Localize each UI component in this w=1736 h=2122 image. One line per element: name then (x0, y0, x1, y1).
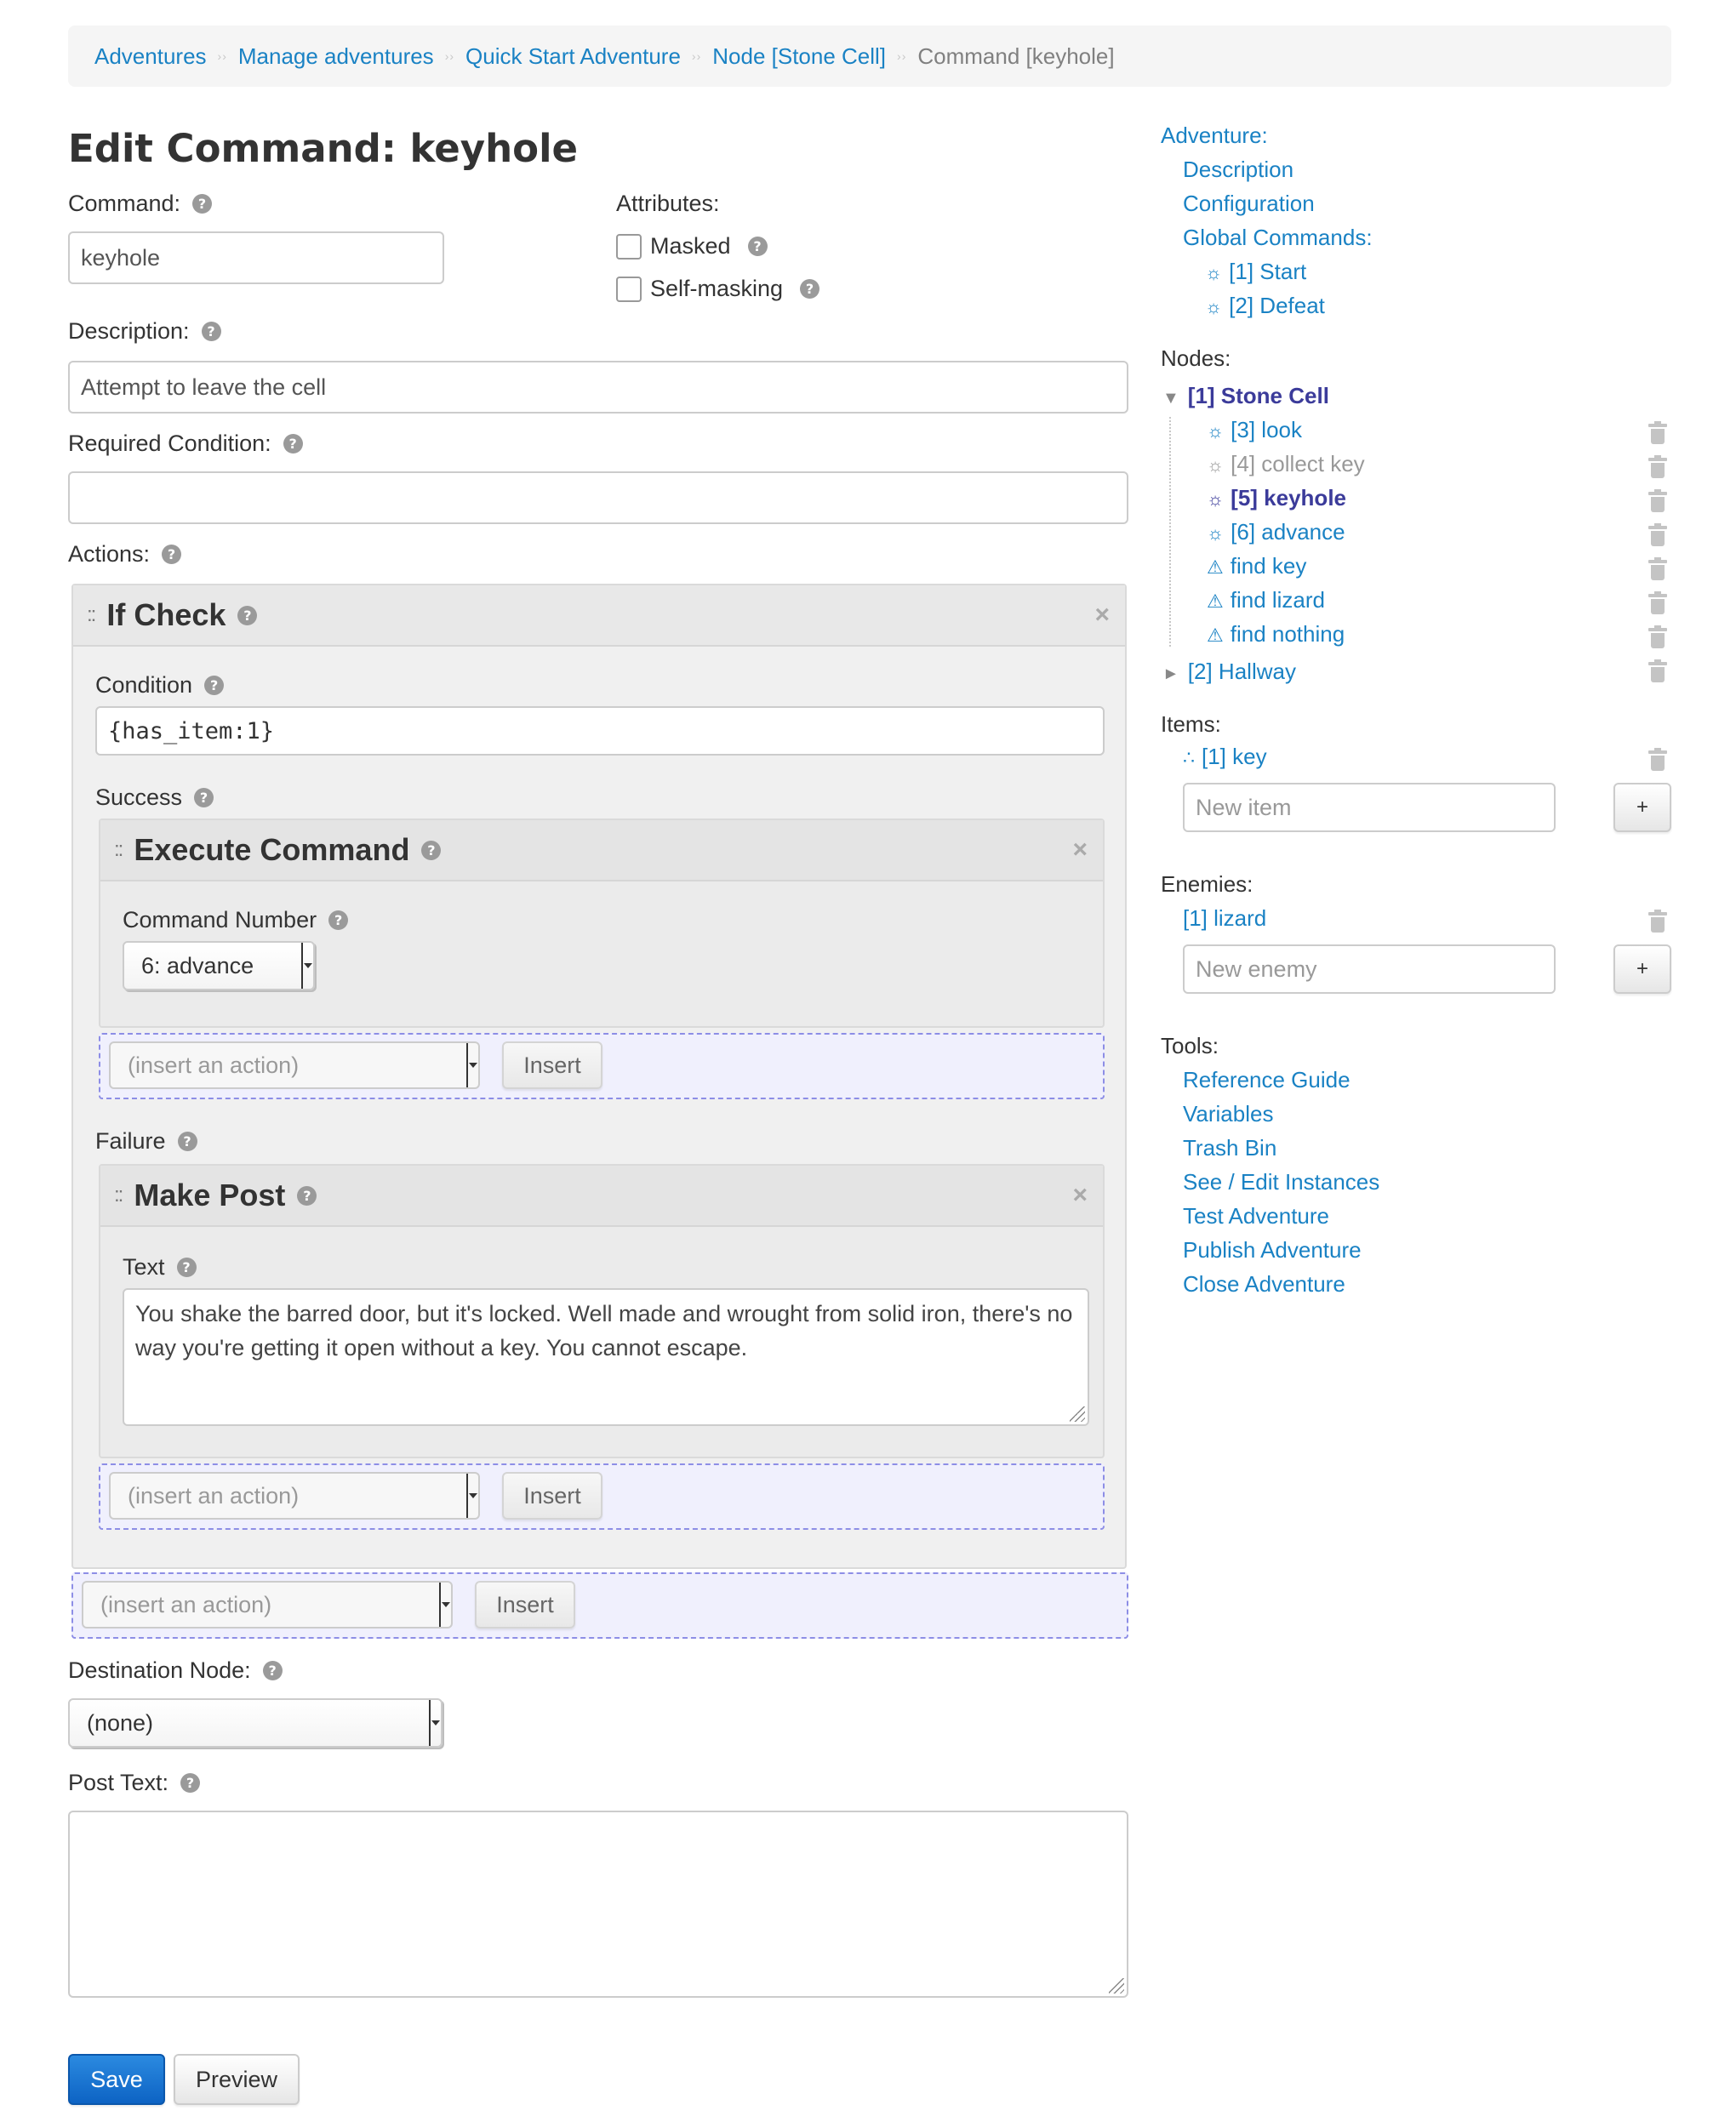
execute-command-title: Execute Command (134, 832, 410, 867)
breadcrumb-adventures[interactable]: Adventures (94, 43, 207, 69)
insert-action-placeholder: (insert an action) (128, 1482, 300, 1509)
trash-icon[interactable] (1648, 456, 1667, 478)
help-icon[interactable]: ? (297, 1186, 317, 1206)
global-command-label: [1] Start (1229, 259, 1307, 284)
item-label: [1] key (1202, 744, 1267, 769)
node-command-keyhole[interactable] (1207, 485, 1346, 511)
chevron-down-icon (466, 1043, 478, 1087)
new-item-placeholder: New item (1196, 794, 1292, 820)
insert-action-placeholder: (insert an action) (100, 1591, 272, 1617)
insert-button[interactable]: Insert (502, 1041, 602, 1089)
condition-label-text: Condition (95, 672, 193, 698)
new-enemy-placeholder: New enemy (1196, 955, 1317, 982)
sidebar-adventure-link[interactable]: Adventure: (1161, 123, 1268, 148)
help-icon[interactable]: ? (421, 841, 441, 860)
make-post-header (100, 1166, 1103, 1227)
triangle-right-icon[interactable]: ► (1162, 665, 1179, 683)
breadcrumb-node-stone-cell[interactable]: Node [Stone Cell] (712, 43, 887, 69)
chevron-down-icon (466, 1474, 478, 1518)
triangle-down-icon[interactable]: ▼ (1162, 389, 1179, 408)
node-stone-cell-label[interactable]: [1] Stone Cell (1187, 383, 1329, 408)
sidebar-global-command-start[interactable] (1205, 259, 1306, 285)
execute-command-header (100, 820, 1103, 881)
self-masking-checkbox[interactable] (616, 277, 642, 302)
trash-icon[interactable] (1648, 558, 1667, 580)
gear-icon: ☼ (1207, 488, 1225, 510)
destination-node-label-text: Destination Node: (68, 1657, 251, 1683)
self-masking-label[interactable]: Self-masking (650, 276, 784, 301)
sidebar-nodes-label: Nodes: (1161, 345, 1231, 371)
attributes-label: Attributes: (616, 191, 720, 216)
chevron-down-icon (439, 1583, 451, 1627)
masked-checkbox[interactable] (616, 234, 642, 260)
node-command-label: [5] keyhole (1231, 485, 1346, 511)
insert-action-placeholder: (insert an action) (128, 1052, 300, 1078)
node-event-find-nothing[interactable] (1207, 621, 1345, 647)
node-event-find-key[interactable] (1207, 553, 1306, 579)
help-icon[interactable]: ? (237, 606, 257, 625)
self-masking-option (616, 276, 819, 302)
insert-action-select[interactable] (109, 1472, 480, 1520)
breadcrumb-current: Command [keyhole] (917, 43, 1115, 69)
gear-icon: ☼ (1207, 454, 1225, 476)
required-condition-label-text: Required Condition: (68, 431, 271, 456)
node-stone-cell[interactable] (1162, 383, 1329, 409)
masked-label[interactable]: Masked (650, 233, 731, 259)
post-text-label (68, 1770, 200, 1796)
sidebar-items-label: Items: (1161, 711, 1221, 737)
help-icon[interactable]: ? (204, 676, 224, 695)
command-number-label (123, 907, 348, 933)
page-title: Edit Command: keyhole (68, 126, 579, 171)
chevron-down-icon (429, 1700, 441, 1746)
warning-icon: ⚠ (1207, 556, 1224, 578)
description-label-text: Description: (68, 318, 190, 344)
drag-handle[interactable]: :: (114, 838, 123, 861)
breadcrumb-separator: ›› (217, 49, 227, 63)
required-condition-label (68, 431, 303, 457)
close-icon[interactable]: × (1072, 1181, 1088, 1209)
add-enemy-button[interactable]: + (1613, 944, 1671, 994)
command-number-label-text: Command Number (123, 907, 317, 933)
help-icon[interactable]: ? (748, 237, 768, 256)
warning-icon: ⚠ (1207, 590, 1224, 612)
insert-action-select[interactable] (82, 1581, 453, 1629)
command-input-value: keyhole (81, 244, 161, 271)
gear-icon: ☼ (1205, 296, 1223, 317)
post-text-label-text: Post Text: (68, 1770, 169, 1795)
sidebar-global-command-defeat[interactable] (1205, 293, 1325, 319)
drag-handle[interactable]: :: (114, 1184, 123, 1206)
help-icon[interactable]: ? (194, 788, 214, 807)
command-number-value: 6: advance (141, 952, 254, 978)
resize-handle-icon[interactable] (1109, 1978, 1124, 1994)
node-event-label: find nothing (1230, 621, 1345, 647)
sidebar-global-commands-link[interactable]: Global Commands: (1183, 225, 1373, 250)
help-icon[interactable]: ? (192, 194, 212, 214)
resize-handle-icon[interactable] (1070, 1406, 1085, 1422)
command-input[interactable] (68, 231, 444, 284)
insert-button[interactable]: Insert (475, 1581, 575, 1629)
node-command-label: [6] advance (1231, 519, 1345, 545)
trash-icon[interactable] (1648, 660, 1667, 682)
save-button[interactable]: Save (68, 2054, 165, 2105)
sidebar-configuration-link[interactable]: Configuration (1183, 191, 1315, 216)
tool-reference-guide[interactable]: Reference Guide (1183, 1067, 1351, 1092)
tool-variables[interactable]: Variables (1183, 1101, 1274, 1127)
description-input-value: Attempt to leave the cell (81, 374, 327, 400)
trash-icon[interactable] (1648, 592, 1667, 614)
destination-node-value: (none) (87, 1709, 154, 1736)
make-post-title: Make Post (134, 1178, 286, 1212)
insert-action-select[interactable] (109, 1041, 480, 1089)
post-text-textarea[interactable] (68, 1811, 1128, 1998)
make-post-textarea[interactable] (123, 1288, 1089, 1426)
masked-option (616, 233, 768, 260)
tool-close-adventure[interactable]: Close Adventure (1183, 1271, 1345, 1297)
help-icon[interactable]: ? (162, 545, 181, 564)
new-enemy-input[interactable] (1183, 944, 1556, 994)
node-command-label: [3] look (1231, 417, 1302, 442)
tool-trash-bin[interactable]: Trash Bin (1183, 1135, 1277, 1161)
tool-see-edit-instances[interactable]: See / Edit Instances (1183, 1169, 1380, 1195)
gear-icon: ☼ (1205, 262, 1223, 283)
trash-icon[interactable] (1648, 749, 1667, 771)
item-key[interactable] (1183, 744, 1267, 770)
breadcrumb-separator: ›› (444, 49, 455, 63)
breadcrumb-quick-start-adventure[interactable]: Quick Start Adventure (465, 43, 681, 69)
actions-label-text: Actions: (68, 541, 151, 567)
tool-publish-adventure[interactable]: Publish Adventure (1183, 1237, 1362, 1263)
breadcrumb-separator: ›› (897, 49, 907, 63)
breadcrumb-separator: ›› (691, 49, 702, 63)
destination-node-label (68, 1657, 283, 1684)
sidebar-tools-label: Tools: (1161, 1033, 1219, 1058)
command-number-select[interactable] (123, 941, 315, 990)
node-hallway[interactable] (1162, 659, 1296, 685)
sidebar-description-link[interactable]: Description (1183, 157, 1294, 182)
add-item-button[interactable]: + (1613, 783, 1671, 832)
condition-input[interactable] (95, 706, 1105, 756)
node-command-advance[interactable] (1207, 519, 1345, 545)
success-label-text: Success (95, 784, 183, 810)
global-command-label: [2] Defeat (1229, 293, 1325, 318)
trash-icon[interactable] (1648, 524, 1667, 546)
node-hallway-label[interactable]: [2] Hallway (1187, 659, 1296, 684)
node-command-collect-key[interactable] (1207, 451, 1365, 477)
trash-icon[interactable] (1648, 626, 1667, 648)
command-label-text: Command: (68, 191, 181, 216)
sidebar-enemies-label: Enemies: (1161, 871, 1253, 897)
gear-icon: ☼ (1207, 420, 1225, 442)
trash-icon[interactable] (1648, 422, 1667, 444)
close-icon[interactable]: × (1094, 601, 1110, 629)
actions-label (68, 541, 181, 568)
node-event-find-lizard[interactable] (1207, 587, 1325, 613)
failure-label (95, 1128, 197, 1155)
gear-icon: ☼ (1207, 522, 1225, 544)
help-icon[interactable]: ? (283, 434, 303, 453)
condition-label (95, 672, 224, 699)
node-event-label: find key (1230, 553, 1307, 579)
tool-test-adventure[interactable]: Test Adventure (1183, 1203, 1329, 1229)
help-icon[interactable]: ? (178, 1132, 197, 1151)
trash-icon[interactable] (1648, 910, 1667, 933)
node-command-label: [4] collect key (1231, 451, 1365, 476)
help-icon[interactable]: ? (328, 910, 348, 930)
if-check-title: If Check (106, 597, 226, 632)
help-icon[interactable]: ? (800, 279, 819, 299)
new-item-input[interactable] (1183, 783, 1556, 832)
tree-guide-line (1169, 417, 1171, 647)
help-icon[interactable]: ? (202, 322, 221, 341)
preview-button[interactable]: Preview (174, 2054, 300, 2105)
help-icon[interactable]: ? (180, 1773, 200, 1793)
make-post-text: You shake the barred door, but it's locked. Well made and wrought from solid iron, there's no way you're getting it open without a key. You cannot escape. (135, 1301, 1073, 1360)
breadcrumb-manage-adventures[interactable]: Manage adventures (237, 43, 434, 69)
required-condition-input[interactable] (68, 471, 1128, 524)
item-dots-icon: ∴ (1183, 747, 1195, 768)
enemy-lizard[interactable]: [1] lizard (1183, 905, 1267, 931)
warning-icon: ⚠ (1207, 625, 1224, 646)
description-input[interactable] (68, 361, 1128, 414)
node-event-label: find lizard (1230, 587, 1326, 613)
if-check-header (73, 585, 1125, 647)
chevron-down-icon (301, 943, 313, 989)
failure-label-text: Failure (95, 1128, 166, 1154)
description-label (68, 318, 221, 345)
breadcrumb (68, 26, 1671, 87)
help-icon[interactable]: ? (263, 1661, 283, 1680)
condition-input-value: {has_item:1} (108, 717, 275, 744)
command-label (68, 191, 212, 217)
insert-button[interactable]: Insert (502, 1472, 602, 1520)
text-label: Text (123, 1254, 165, 1280)
help-icon[interactable]: ? (177, 1258, 197, 1277)
node-command-look[interactable] (1207, 417, 1302, 443)
close-icon[interactable]: × (1072, 836, 1088, 864)
success-label (95, 784, 214, 811)
trash-icon[interactable] (1648, 490, 1667, 512)
post-text-action-label (123, 1254, 197, 1281)
destination-node-select[interactable] (68, 1698, 443, 1748)
drag-handle[interactable]: :: (87, 603, 95, 626)
